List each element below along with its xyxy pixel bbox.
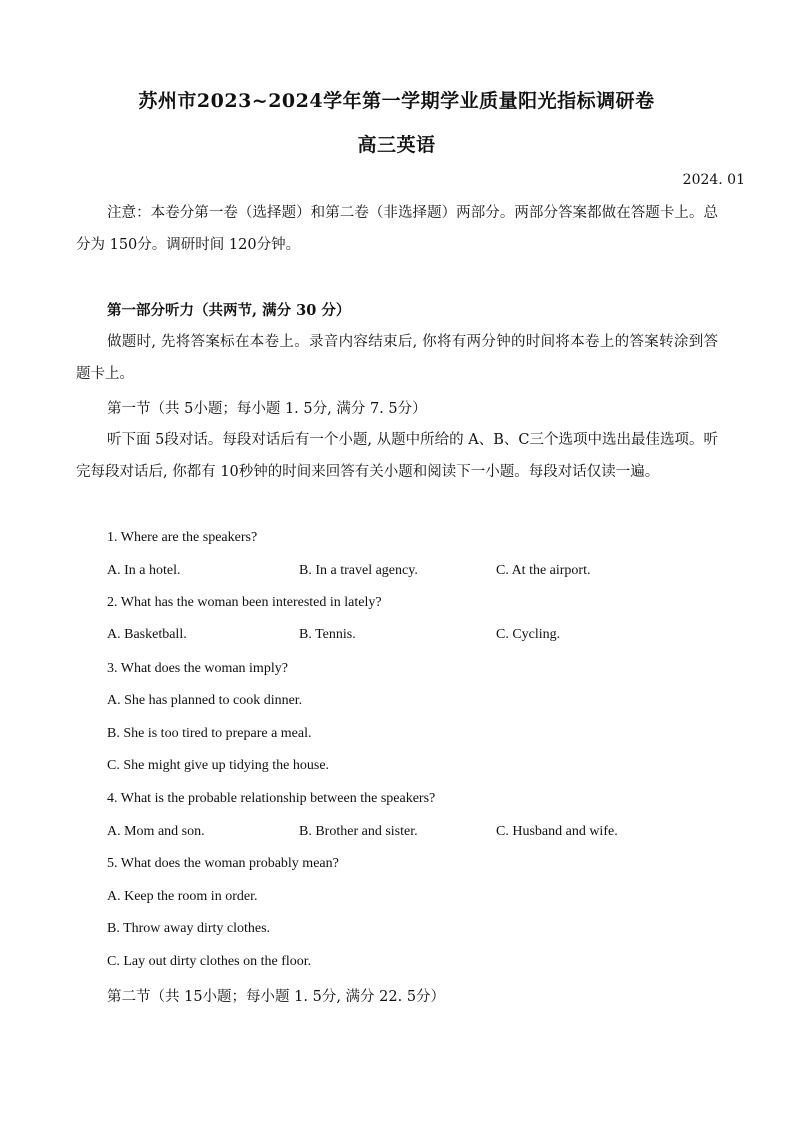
- question-3-option-b: B. She is too tired to prepare a meal.: [107, 726, 312, 741]
- question-1-option-c: C. At the airport.: [496, 563, 591, 578]
- question-3-stem: 3. What does the woman imply?: [107, 661, 288, 676]
- question-5-stem: 5. What does the woman probably mean?: [107, 856, 339, 871]
- question-2-option-c: C. Cycling.: [496, 627, 561, 642]
- question-3-option-a: A. She has planned to cook dinner.: [107, 693, 303, 708]
- question-4-stem: 4. What is the probable relationship between the speakers?: [107, 791, 436, 806]
- part1-heading: 第一部分听力（共两节, 满分 30 分）: [107, 302, 351, 319]
- question-5-option-b: B. Throw away dirty clothes.: [107, 921, 271, 936]
- exam-date: 2024. 01: [682, 172, 745, 188]
- question-1-option-b: B. In a travel agency.: [299, 563, 418, 578]
- question-2-option-a: A. Basketball.: [107, 627, 187, 642]
- question-2-stem: 2. What has the woman been interested in lately?: [107, 595, 382, 610]
- notice-paragraph: 注意：本卷分第一卷（选择题）和第二卷（非选择题）两部分。两部分答案都做在答题卡上。总分为 150分。调研时间 120分钟。: [76, 205, 718, 253]
- exam-subtitle: 高三英语: [357, 134, 436, 156]
- question-1-option-a: A. In a hotel.: [107, 563, 181, 578]
- exam-title: 苏州市2023~2024学年第一学期学业质量阳光指标调研卷: [138, 90, 655, 112]
- question-5-option-a: A. Keep the room in order.: [107, 889, 258, 904]
- part1-instruction: 做题时, 先将答案标在本卷上。录音内容结束后, 你将有两分钟的时间将本卷上的答案转涂到答题卡上。: [76, 334, 718, 382]
- section1-heading: 第一节（共 5小题；每小题 1. 5分, 满分 7. 5分）: [107, 401, 427, 417]
- question-3-option-c: C. She might give up tidying the house.: [107, 758, 330, 773]
- question-1-stem: 1. Where are the speakers?: [107, 530, 258, 545]
- section1-instruction: 听下面 5段对话。每段对话后有一个小题, 从题中所给的 A、B、C三个选项中选出最佳选项。听完每段对话后, 你都有 10秒钟的时间来回答有关小题和阅读下一小题。每段对话仅读一遍。: [76, 432, 718, 480]
- question-4-option-a: A. Mom and son.: [107, 824, 205, 839]
- question-5-option-c: C. Lay out dirty clothes on the floor.: [107, 954, 312, 969]
- question-2-option-b: B. Tennis.: [299, 627, 356, 642]
- section2-heading: 第二节（共 15小题；每小题 1. 5分, 满分 22. 5分）: [107, 989, 446, 1005]
- question-4-option-c: C. Husband and wife.: [496, 824, 618, 839]
- question-4-option-b: B. Brother and sister.: [299, 824, 418, 839]
